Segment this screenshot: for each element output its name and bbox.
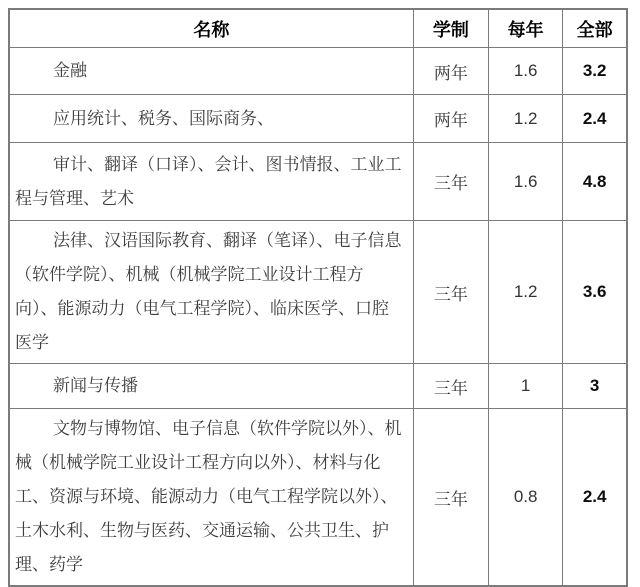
program-names-cell: 应用统计、税务、国际商务、 xyxy=(9,95,413,143)
per-year-cell: 1 xyxy=(489,364,563,409)
program-names-cell: 审计、翻译（口译）、会计、图书情报、工业工程与管理、艺术 xyxy=(9,143,413,221)
column-header-per-year: 每年 xyxy=(489,9,563,48)
duration-cell: 三年 xyxy=(413,143,488,221)
per-year-cell: 0.8 xyxy=(489,409,563,587)
table-row xyxy=(9,409,627,587)
total-cell: 3 xyxy=(563,364,627,409)
total-cell: 2.4 xyxy=(563,95,627,143)
total-cell: 2.4 xyxy=(563,409,627,587)
header-row xyxy=(9,9,627,48)
per-year-cell: 1.2 xyxy=(489,221,563,364)
per-year-cell: 1.6 xyxy=(489,48,563,95)
program-names-cell: 法律、汉语国际教育、翻译（笔译）、电子信息（软件学院）、机械（机械学院工业设计工程方向）、能源动力（电气工程学院）、临床医学、口腔医学 xyxy=(9,221,413,364)
duration-cell: 三年 xyxy=(413,409,488,587)
column-header-name: 名称 xyxy=(9,9,413,48)
total-cell: 3.2 xyxy=(563,48,627,95)
total-cell: 3.6 xyxy=(563,221,627,364)
duration-cell: 三年 xyxy=(413,221,488,364)
duration-cell: 两年 xyxy=(413,95,488,143)
table-row xyxy=(9,221,627,364)
table-row xyxy=(9,48,627,95)
column-header-duration: 学制 xyxy=(413,9,488,48)
total-cell: 4.8 xyxy=(563,143,627,221)
tuition-fee-table xyxy=(8,8,628,587)
duration-cell: 三年 xyxy=(413,364,488,409)
duration-cell: 两年 xyxy=(413,48,488,95)
table-row xyxy=(9,95,627,143)
per-year-cell: 1.2 xyxy=(489,95,563,143)
table-row xyxy=(9,143,627,221)
program-names-cell: 金融 xyxy=(9,48,413,95)
column-header-total: 全部 xyxy=(563,9,627,48)
table-row xyxy=(9,364,627,409)
per-year-cell: 1.6 xyxy=(489,143,563,221)
program-names-cell: 新闻与传播 xyxy=(9,364,413,409)
program-names-cell: 文物与博物馆、电子信息（软件学院以外）、机械（机械学院工业设计工程方向以外）、材料与化工、资源与环境、能源动力（电气工程学院以外）、土木水利、生物与医药、交通运输、公共卫生、护理、药学 xyxy=(9,409,413,587)
